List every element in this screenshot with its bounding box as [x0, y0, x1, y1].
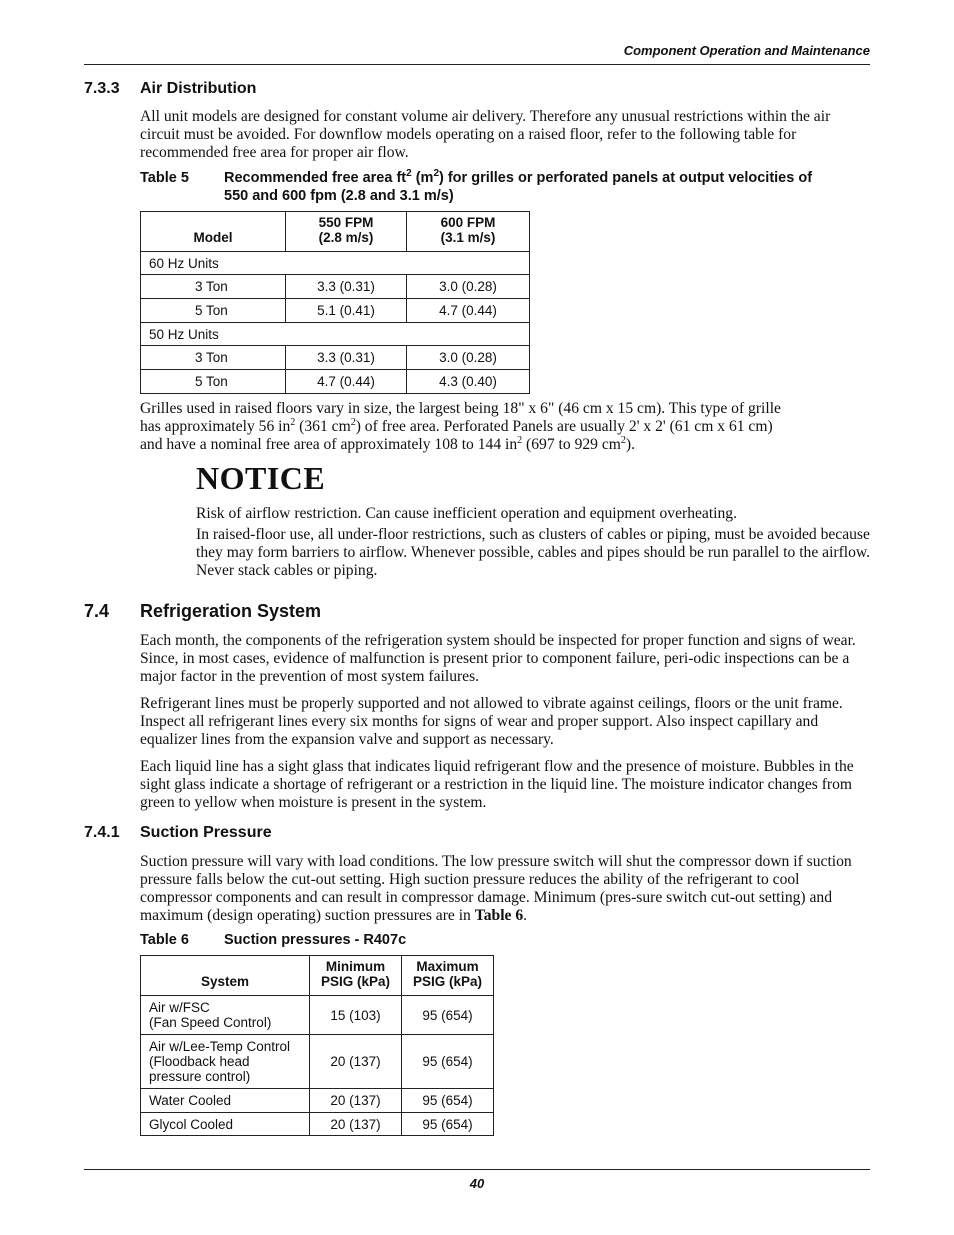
- table-caption-line1: [224, 169, 812, 187]
- text: has approximately 56 in: [140, 418, 291, 435]
- section-number: 7.3.3: [84, 80, 120, 97]
- table-cell: 95 (654): [402, 1089, 494, 1113]
- table-row: [141, 370, 530, 394]
- table-row: [141, 299, 530, 323]
- column-header-600fpm: [407, 212, 530, 252]
- header-text: (2.8 m/s): [318, 230, 374, 245]
- section-number: 7.4: [84, 601, 110, 621]
- cell-line: pressure control): [149, 1069, 251, 1084]
- cell-line: Air w/FSC: [149, 1000, 210, 1015]
- header-text: Minimum: [325, 959, 386, 974]
- section-number: 7.4.1: [84, 824, 120, 841]
- paragraph-suction-pressure: [140, 853, 872, 925]
- table-cell: 95 (654): [402, 1035, 494, 1089]
- running-header: Component Operation and Maintenance: [623, 43, 870, 58]
- table-cell: 20 (137): [310, 1113, 402, 1136]
- paragraph-inspection: Each month, the components of the refrigeration system should be inspected for proper function and signs of wear. Since, in most cases, evidence of malfunction is present prior to component failure, peri-odic inspections can be a major factor in the prevention of most system failures.: [140, 632, 856, 685]
- text: (361 cm: [295, 418, 351, 435]
- column-header-maximum: [402, 956, 494, 996]
- header-text: System: [200, 974, 250, 989]
- table-cell: 3.0 (0.28): [407, 275, 530, 299]
- text: ).: [625, 436, 635, 453]
- table-cell-system: [141, 1089, 310, 1113]
- paragraph-refrigerant-lines: Refrigerant lines must be properly supported and not allowed to vibrate against ceilings, floors or the unit frame. Inspect all refrigerant lines every six months for signs of wear and proper support. Also inspect capillary and equalizer lines from the expansion valve and support as necessary.: [140, 695, 843, 748]
- section-title: Air Distribution: [140, 80, 257, 97]
- caption-superscript: 2: [406, 168, 412, 180]
- table-cell-model: 5 Ton: [141, 299, 286, 323]
- table-cell: 3.0 (0.28): [407, 346, 530, 370]
- table-group-row: 50 Hz Units: [141, 323, 530, 346]
- column-header-model: [141, 212, 286, 252]
- header-text: 600 FPM: [440, 215, 496, 230]
- table-group-row: 60 Hz Units: [141, 252, 530, 275]
- paragraph-line: [140, 436, 872, 454]
- table-cell: 4.3 (0.40): [407, 370, 530, 394]
- header-text: 550 FPM: [318, 215, 374, 230]
- text: (697 to 929 cm: [522, 436, 621, 453]
- superscript: 2: [350, 416, 356, 428]
- table-row: [141, 1089, 494, 1113]
- header-text: (3.1 m/s): [440, 230, 496, 245]
- column-header-minimum: [310, 956, 402, 996]
- table-cell-model: 5 Ton: [141, 370, 286, 394]
- table-cell-model: 3 Ton: [141, 275, 286, 299]
- table-6-caption: [140, 931, 640, 949]
- header-rule: [84, 64, 870, 65]
- table-row: [141, 1035, 494, 1089]
- notice-text-risk: Risk of airflow restriction. Can cause inefficient operation and equipment overheating.: [196, 505, 737, 522]
- table-5-caption: [140, 169, 880, 207]
- paragraph-line: [140, 418, 872, 436]
- paragraph-air-distribution: All unit models are designed for constant volume air delivery. Therefore any unusual restrictions within the air circuit must be avoided. For downflow models operating on a raised floor, refer to the following table for recommended free area for proper air flow.: [140, 108, 831, 161]
- table-cell: 20 (137): [310, 1035, 402, 1089]
- table-6-suction-pressures: [140, 955, 494, 1136]
- caption-superscript: 2: [433, 168, 439, 180]
- table-cell: 20 (137): [310, 1089, 402, 1113]
- cell-line: Air w/Lee-Temp Control: [149, 1039, 291, 1054]
- cell-line: (Floodback head: [149, 1054, 250, 1069]
- footer-rule: [84, 1169, 870, 1170]
- table-5-free-area: [140, 211, 530, 394]
- header-text: Maximum: [416, 959, 479, 974]
- page-number: 40: [469, 1176, 485, 1191]
- header-text: PSIG (kPa): [320, 974, 391, 989]
- header-text: Model: [193, 230, 233, 245]
- table-cell: 15 (103): [310, 996, 402, 1035]
- caption-text: ) for grilles or perforated panels at output velocities of: [439, 170, 813, 186]
- table-cell-system: [141, 1113, 310, 1136]
- table-6-reference: Table 6: [474, 907, 524, 924]
- superscript: 2: [517, 434, 523, 446]
- table-cell: 3.3 (0.31): [286, 346, 407, 370]
- table-cell-system: [141, 1035, 310, 1089]
- section-heading-7-3-3: [84, 80, 256, 98]
- notice-text-detail: In raised-floor use, all under-floor restrictions, such as clusters of cables or piping, must be avoided because they may form barriers to airflow. Whenever possible, cables and pipes should be run parallel to the airflow. Never stack cables or piping.: [196, 526, 871, 579]
- text: and have a nominal free area of approximately 108 to 144 in: [140, 436, 518, 453]
- text: .: [523, 907, 528, 924]
- paragraph-line: Grilles used in raised floors vary in size, the largest being 18" x 6" (46 cm x 15 cm). This type of grille: [140, 400, 781, 417]
- table-row: [141, 275, 530, 299]
- table-cell-model: 3 Ton: [141, 346, 286, 370]
- paragraph-sight-glass: Each liquid line has a sight glass that indicates liquid refrigerant flow and the presence of moisture. Bubbles in the sight glass indicate a shortage of refrigerant or a restriction in the liquid line. The moisture indicator changes from green to yellow when moisture is present in the system.: [140, 758, 854, 811]
- header-text: PSIG (kPa): [412, 974, 483, 989]
- table-caption-text: Suction pressures - R407c: [224, 932, 407, 948]
- superscript: 2: [290, 416, 296, 428]
- table-label: Table 6: [140, 932, 189, 948]
- cell-line: Glycol Cooled: [149, 1116, 234, 1132]
- table-row: [141, 346, 530, 370]
- table-cell: 5.1 (0.41): [286, 299, 407, 323]
- caption-text: Recommended free area ft: [224, 170, 407, 186]
- section-title: Refrigeration System: [140, 601, 322, 621]
- table-cell: 95 (654): [402, 1113, 494, 1136]
- table-row: [141, 996, 494, 1035]
- section-heading-7-4-1: [84, 824, 272, 842]
- section-title: Suction Pressure: [140, 824, 272, 841]
- table-cell: 95 (654): [402, 996, 494, 1035]
- paragraph-grilles: [140, 400, 872, 454]
- text: Suction pressure will vary with load conditions. The low pressure switch will shut the compressor down if suction pressure falls below the cut-out setting. High suction pressure reduces the ability of the refrigerant to cool compressor components and can result in compressor damage. Minimum (pres-sure switch cut-out setting) and maximum (design operating) suction pressures are in: [140, 853, 852, 924]
- column-header-550fpm: [286, 212, 407, 252]
- caption-text: (m: [411, 170, 434, 186]
- notice-title: NOTICE: [196, 460, 326, 496]
- table-cell: 4.7 (0.44): [407, 299, 530, 323]
- table-cell: 3.3 (0.31): [286, 275, 407, 299]
- table-cell: 4.7 (0.44): [286, 370, 407, 394]
- table-label: Table 5: [140, 170, 189, 186]
- cell-line: Water Cooled: [149, 1093, 232, 1108]
- column-header-system: [141, 956, 310, 996]
- section-heading-7-4: [84, 601, 321, 622]
- text: ) of free area. Perforated Panels are usually 2' x 2' (61 cm x 61 cm): [355, 418, 773, 435]
- cell-line: (Fan Speed Control): [149, 1015, 272, 1030]
- table-cell-system: [141, 996, 310, 1035]
- table-caption-line2: 550 and 600 fpm (2.8 and 3.1 m/s): [224, 188, 454, 204]
- superscript: 2: [620, 434, 626, 446]
- table-row: [141, 1113, 494, 1136]
